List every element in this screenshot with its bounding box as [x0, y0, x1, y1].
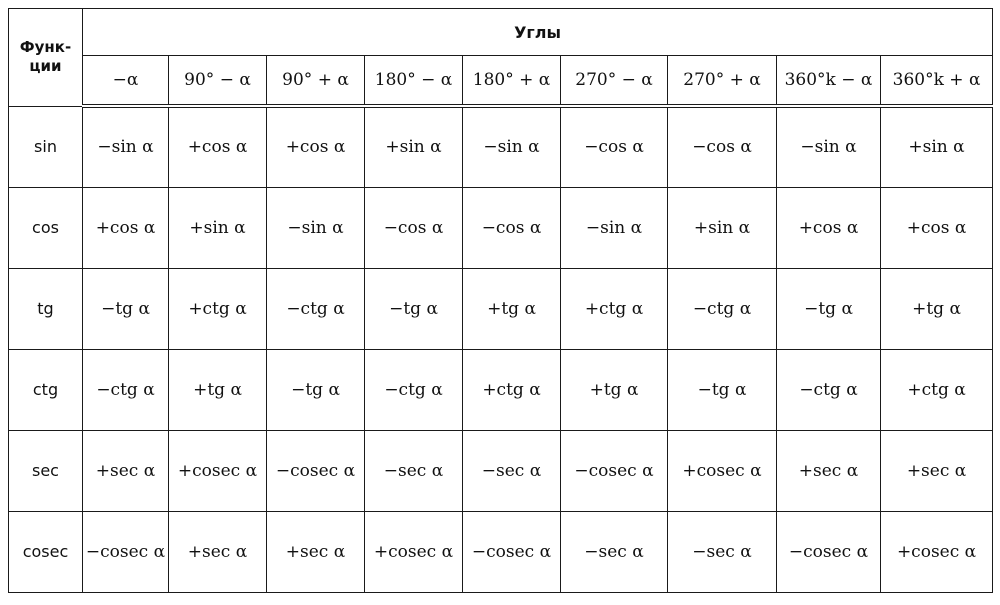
formula-cell: −tg α — [83, 268, 169, 349]
formula-cell: +tg α — [881, 268, 993, 349]
header-row-angles — [9, 56, 993, 107]
table-row — [9, 268, 993, 349]
formula-cell: −ctg α — [267, 268, 365, 349]
formula-cell: +cosec α — [881, 511, 993, 592]
angle-header: 180° − α — [365, 56, 463, 107]
formula-cell: −cos α — [561, 106, 668, 187]
formula-cell: −sin α — [463, 106, 561, 187]
angle-header: −α — [83, 56, 169, 107]
formula-cell: +tg α — [463, 268, 561, 349]
table-row — [9, 187, 993, 268]
angle-header: 180° + α — [463, 56, 561, 107]
function-name-cell: sec — [9, 430, 83, 511]
angle-header: 270° + α — [668, 56, 777, 107]
table-row — [9, 349, 993, 430]
formula-cell: +ctg α — [561, 268, 668, 349]
formula-cell: −cosec α — [463, 511, 561, 592]
formula-cell: +cos α — [169, 106, 267, 187]
formula-cell: +sec α — [83, 430, 169, 511]
reduction-formulas-table — [8, 8, 993, 593]
formula-cell: −sin α — [83, 106, 169, 187]
angle-header: 90° − α — [169, 56, 267, 107]
formula-cell: +cos α — [267, 106, 365, 187]
formula-cell: −ctg α — [83, 349, 169, 430]
formula-cell: −cosec α — [83, 511, 169, 592]
formula-cell: −sec α — [668, 511, 777, 592]
function-name-cell: ctg — [9, 349, 83, 430]
reduction-formulas-table-container — [8, 8, 992, 593]
formula-cell: +sin α — [365, 106, 463, 187]
formula-cell: −cosec α — [777, 511, 881, 592]
formula-cell: −cos α — [668, 106, 777, 187]
table-row — [9, 511, 993, 592]
formula-cell: −tg α — [365, 268, 463, 349]
formula-cell: +tg α — [561, 349, 668, 430]
formula-cell: +cosec α — [169, 430, 267, 511]
formula-cell: −sin α — [561, 187, 668, 268]
formula-cell: −sec α — [365, 430, 463, 511]
table-row — [9, 106, 993, 187]
functions-column-header: Функ- ции — [9, 9, 83, 107]
formula-cell: +sec α — [881, 430, 993, 511]
function-name-cell: sin — [9, 106, 83, 187]
header-row-top — [9, 9, 993, 56]
formula-cell: +tg α — [169, 349, 267, 430]
formula-cell: +cos α — [83, 187, 169, 268]
formula-cell: +sin α — [668, 187, 777, 268]
angle-header: 360°k − α — [777, 56, 881, 107]
formula-cell: +sec α — [777, 430, 881, 511]
angles-group-header: Углы — [83, 9, 993, 56]
formula-cell: +sec α — [267, 511, 365, 592]
formula-cell: −sec α — [463, 430, 561, 511]
function-name-cell: tg — [9, 268, 83, 349]
angle-header: 360°k + α — [881, 56, 993, 107]
formula-cell: +cosec α — [668, 430, 777, 511]
formula-cell: −cosec α — [561, 430, 668, 511]
formula-cell: +ctg α — [463, 349, 561, 430]
function-name-cell: cos — [9, 187, 83, 268]
formula-cell: +cosec α — [365, 511, 463, 592]
formula-cell: +cos α — [881, 187, 993, 268]
formula-cell: +ctg α — [169, 268, 267, 349]
formula-cell: +ctg α — [881, 349, 993, 430]
formula-cell: −ctg α — [365, 349, 463, 430]
formula-cell: −tg α — [777, 268, 881, 349]
table-row — [9, 430, 993, 511]
formula-cell: −cosec α — [267, 430, 365, 511]
formula-cell: −sin α — [267, 187, 365, 268]
angle-header: 270° − α — [561, 56, 668, 107]
formula-cell: −tg α — [267, 349, 365, 430]
formula-cell: +sin α — [881, 106, 993, 187]
formula-cell: +cos α — [777, 187, 881, 268]
function-name-cell: cosec — [9, 511, 83, 592]
formula-cell: −tg α — [668, 349, 777, 430]
formula-cell: −cos α — [463, 187, 561, 268]
table-body — [9, 106, 993, 593]
formula-cell: +sin α — [169, 187, 267, 268]
table-header — [9, 9, 993, 107]
formula-cell: −ctg α — [668, 268, 777, 349]
formula-cell: −ctg α — [777, 349, 881, 430]
formula-cell: −sin α — [777, 106, 881, 187]
formula-cell: −sec α — [561, 511, 668, 592]
angle-header: 90° + α — [267, 56, 365, 107]
formula-cell: +sec α — [169, 511, 267, 592]
formula-cell: −cos α — [365, 187, 463, 268]
